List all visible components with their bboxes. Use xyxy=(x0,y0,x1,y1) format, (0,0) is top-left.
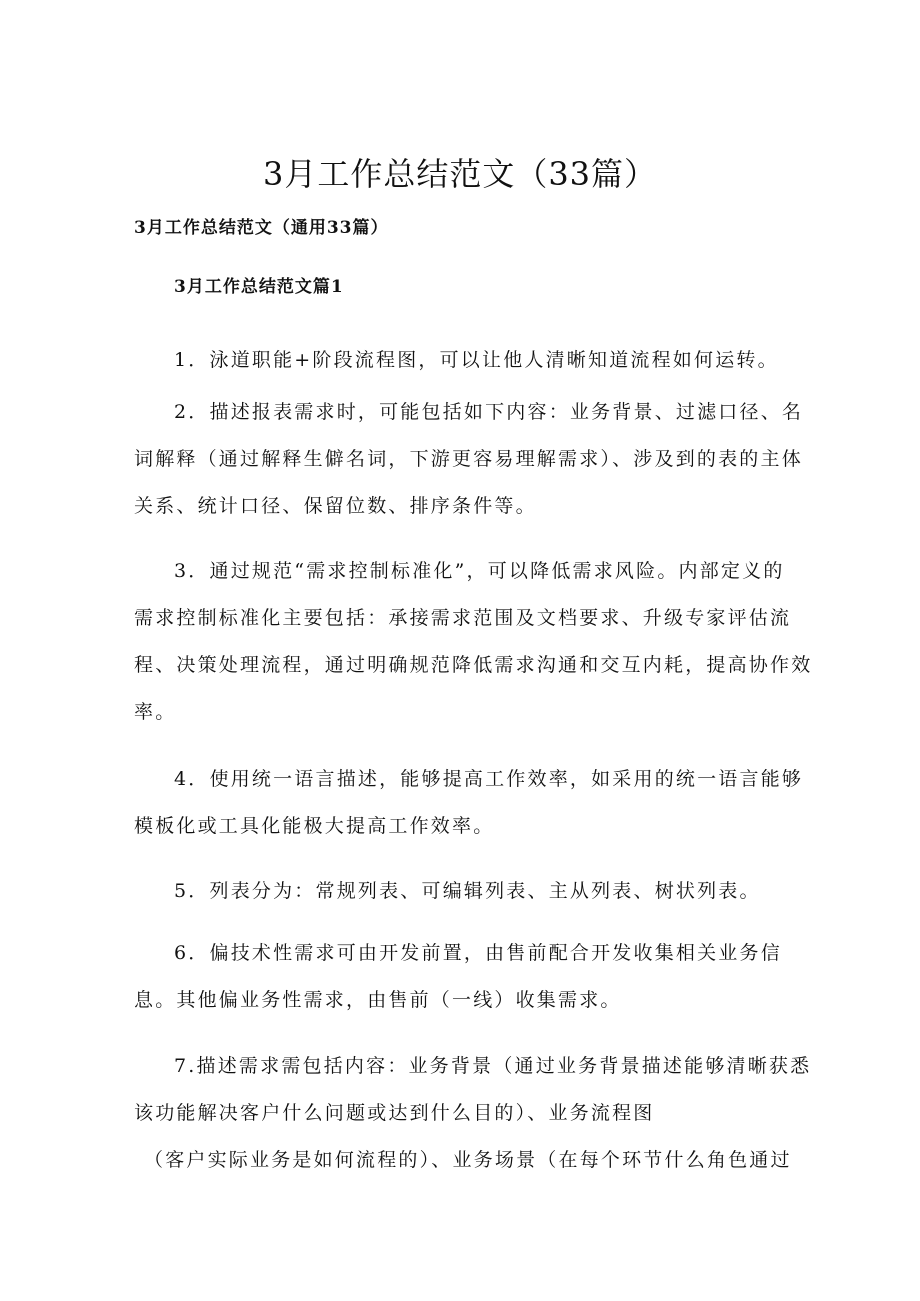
paragraph-line: （客户实际业务是如何流程的）、业务场景（在每个环节什么角色通过 xyxy=(144,1149,792,1171)
document-subtitle: 3月工作总结范文（通用33篇） xyxy=(134,218,389,238)
paragraph-line: 词解释（通过解释生僻名词，下游更容易理解需求）、涉及到的表的主体 xyxy=(134,448,803,470)
paragraph-line: 6．偏技术性需求可由开发前置，由售前配合开发收集相关业务信 xyxy=(174,942,782,964)
paragraph-line: 1．泳道职能+阶段流程图，可以让他人清晰知道流程如何运转。 xyxy=(174,349,779,371)
paragraph-5 xyxy=(134,868,794,915)
paragraph-line: 该功能解决客户什么问题或达到什么目的）、业务流程图 xyxy=(134,1102,655,1124)
paragraph-line: 需求控制标准化主要包括：承接需求范围及文档要求、升级专家评估流 xyxy=(134,607,792,629)
paragraph-line: 3．通过规范“需求控制标准化”，可以降低需求风险。内部定义的 xyxy=(174,560,785,582)
section-heading: 3月工作总结范文篇1 xyxy=(174,277,344,297)
document-title: 3月工作总结范文（33篇） xyxy=(262,155,658,193)
paragraph-2 xyxy=(134,389,804,530)
paragraph-4 xyxy=(134,756,804,850)
paragraph-line: 5．列表分为：常规列表、可编辑列表、主从列表、树状列表。 xyxy=(174,880,761,902)
paragraph-3 xyxy=(134,548,813,736)
paragraph-line: 2．描述报表需求时，可能包括如下内容：业务背景、过滤口径、名 xyxy=(174,401,804,423)
paragraph-7 xyxy=(134,1043,812,1184)
paragraph-line: 息。其他偏业务性需求，由售前（一线）收集需求。 xyxy=(134,989,622,1011)
paragraph-line: 率。 xyxy=(134,701,177,723)
paragraph-line: 模板化或工具化能极大提高工作效率。 xyxy=(134,815,495,837)
paragraph-1 xyxy=(134,337,794,384)
paragraph-line: 程、决策处理流程，通过明确规范降低需求沟通和交互内耗，提高协作效 xyxy=(134,654,813,676)
paragraph-6 xyxy=(134,930,794,1024)
paragraph-line: 关系、统计口径、保留位数、排序条件等。 xyxy=(134,495,537,517)
paragraph-line: 7.描述需求需包括内容：业务背景（通过业务背景描述能够清晰获悉 xyxy=(174,1055,812,1077)
paragraph-line: 4．使用统一语言描述，能够提高工作效率，如采用的统一语言能够 xyxy=(174,768,804,790)
